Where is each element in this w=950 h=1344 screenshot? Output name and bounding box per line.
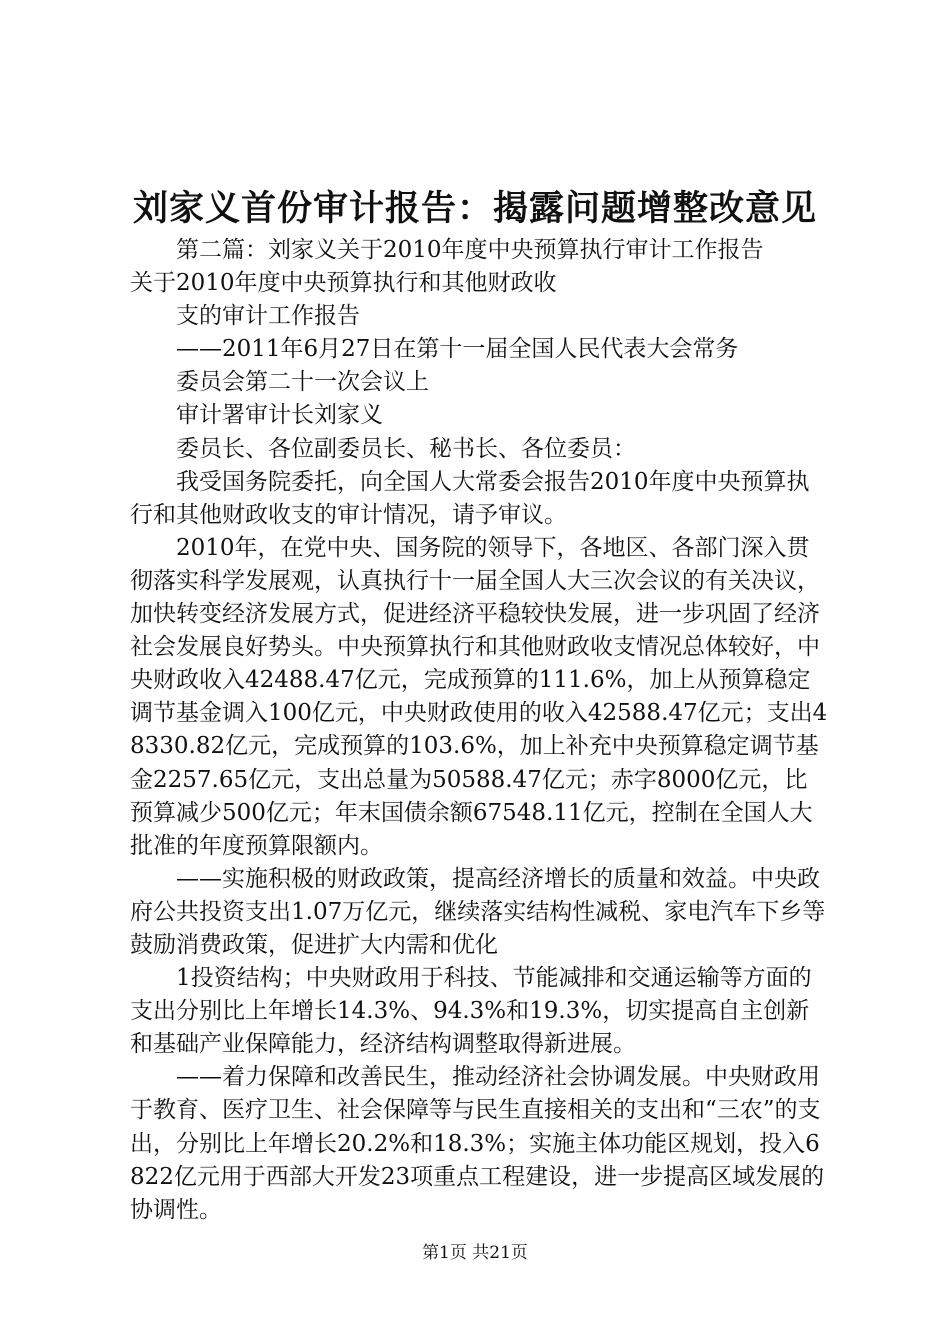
report-author: 审计署审计长刘家义 bbox=[176, 402, 383, 429]
document-body bbox=[130, 234, 830, 1227]
report-date-line-2: 委员会第二十一次会议上 bbox=[176, 369, 429, 396]
paragraph-intro: 我受国务院委托，向全国人大常委会报告2010年度中央预算执行和其他财政收支的审计情况，请予审议。 bbox=[130, 468, 810, 528]
paragraph-investment-structure: 1投资结构；中央财政用于科技、节能减排和交通运输等方面的支出分别比上年增长14.3%、94.3%和19.3%，切实提高自主创新和基础产业保障能力，经济结构调整取得新进展。 bbox=[130, 965, 812, 1058]
paragraph-fiscal-policy: ——实施积极的财政政策，提高经济增长的质量和效益。中央政府公共投资支出1.07万亿元，继续落实结构性减税、家电汽车下乡等鼓励消费政策，促进扩大内需和优化 bbox=[130, 865, 826, 958]
page-number: 第1页 共21页 bbox=[422, 1243, 528, 1263]
salutation: 委员长、各位副委员长、秘书长、各位委员： bbox=[176, 435, 636, 462]
section-heading: 第二篇：刘家义关于2010年度中央预算执行审计工作报告 bbox=[176, 237, 764, 263]
report-date-line-1: ——2011年6月27日在第十一届全国人民代表大会常务 bbox=[176, 336, 739, 363]
report-title-line-2: 支的审计工作报告 bbox=[176, 303, 360, 330]
paragraph-livelihood: ——着力保障和改善民生，推动经济社会协调发展。中央财政用于教育、医疗卫生、社会保障等与民生直接相关的支出和“三农”的支出，分别比上年增长20.2%和18.3%；实施主体功能区规划，投入6822亿元用于西部大开发23项重点工程建设，进一步提高区域发展的协调性。 bbox=[130, 1064, 825, 1223]
document-title: 刘家义首份审计报告：揭露问题增整改意见 bbox=[132, 188, 817, 229]
report-title-line-1: 关于2010年度中央预算执行和其他财政收 bbox=[130, 270, 557, 297]
paragraph-overview: 2010年，在党中央、国务院的领导下，各地区、各部门深入贯彻落实科学发展观，认真执行十一届全国人大三次会议的有关决议，加快转变经济发展方式，促进经济平稳较快发展，进一步巩固了经济社会发展良好势头。中央预算执行和其他财政收支情况总体较好，中央财政收入42488.47亿元，完成预算的111.6%，加上从预算稳定调节基金调入100亿元，中央财政使用的收入42588.47亿元；支出48330.82亿元，完成预算的103.6%，加上补充中央预算稳定调节基金2257.65亿元，支出总量为50588.47亿元；赤字8000亿元，比预算减少500亿元；年末国债余额67548.11亿元，控制在全国人大批准的年度预算限额内。 bbox=[130, 534, 828, 859]
